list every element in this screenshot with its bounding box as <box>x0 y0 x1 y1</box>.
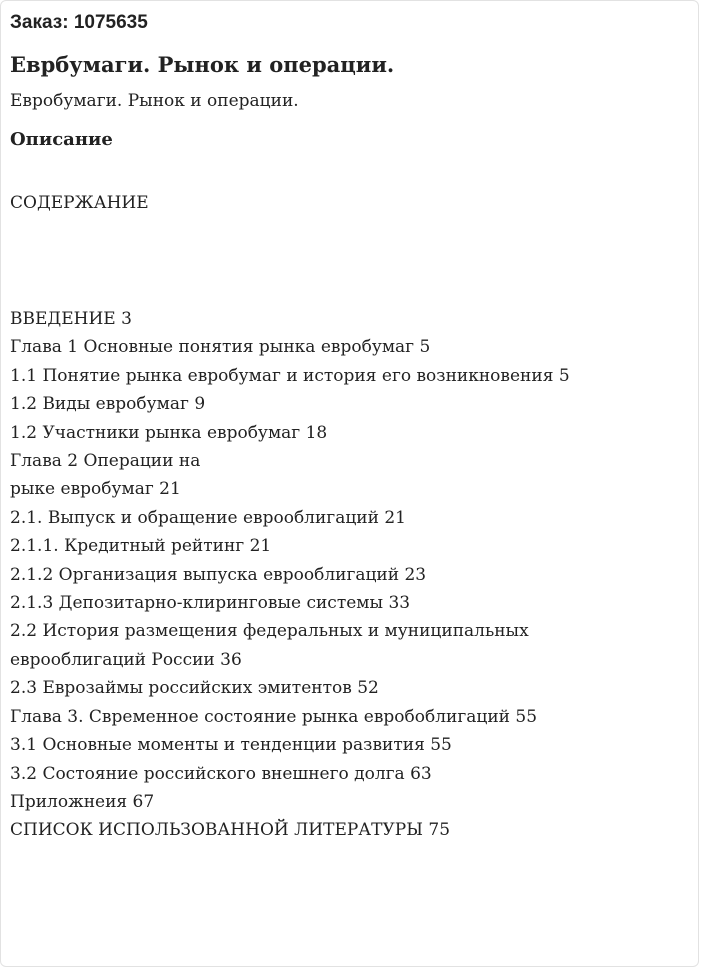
toc-line: 2.1.3 Депозитарно-клиринговые системы 33 <box>10 593 411 614</box>
toc-line: Глава 1 Основные понятия рынка евробумаг 5 <box>10 337 431 358</box>
toc-line: еврооблигаций России 36 <box>10 649 242 670</box>
toc-line: Приложнеия 67 <box>10 791 155 812</box>
document-title: Еврбумаги. Рынок и операции. <box>10 52 395 77</box>
toc-line: 2.1. Выпуск и обращение еврооблигаций 21 <box>10 507 406 528</box>
table-of-contents <box>10 305 698 845</box>
toc-line: 2.3 Еврозаймы российских эмитентов 52 <box>10 678 379 699</box>
toc-line: Глава 2 Операции на <box>10 451 201 472</box>
toc-line: 1.2 Участники рынка евробумаг 18 <box>10 422 328 443</box>
toc-line: 1.2 Виды евробумаг 9 <box>10 394 206 415</box>
toc-line: рыке евробумаг 21 <box>10 479 181 500</box>
description-heading: Описание <box>10 129 113 150</box>
document-subtitle: Евробумаги. Рынок и операции. <box>10 91 299 111</box>
order-number: Заказ: 1075635 <box>10 12 148 33</box>
toc-line: ВВЕДЕНИЕ 3 <box>10 309 132 329</box>
toc-line: 1.1 Понятие рынка евробумаг и история его возникновения 5 <box>10 365 570 386</box>
toc-line: 3.2 Состояние российского внешнего долга 63 <box>10 763 432 784</box>
toc-heading: СОДЕРЖАНИЕ <box>10 193 149 213</box>
toc-line: СПИСОК ИСПОЛЬЗОВАННОЙ ЛИТЕРАТУРЫ 75 <box>10 820 451 841</box>
toc-line: 2.2 История размещения федеральных и муниципальных <box>10 621 529 642</box>
toc-line: 2.1.1. Кредитный рейтинг 21 <box>10 536 272 557</box>
toc-line: 2.1.2 Организация выпуска еврооблигаций 23 <box>10 564 427 585</box>
toc-line: Глава 3. Свременное состояние рынка евробоблигаций 55 <box>10 706 538 727</box>
toc-line: 3.1 Основные моменты и тенденции развития 55 <box>10 735 452 756</box>
